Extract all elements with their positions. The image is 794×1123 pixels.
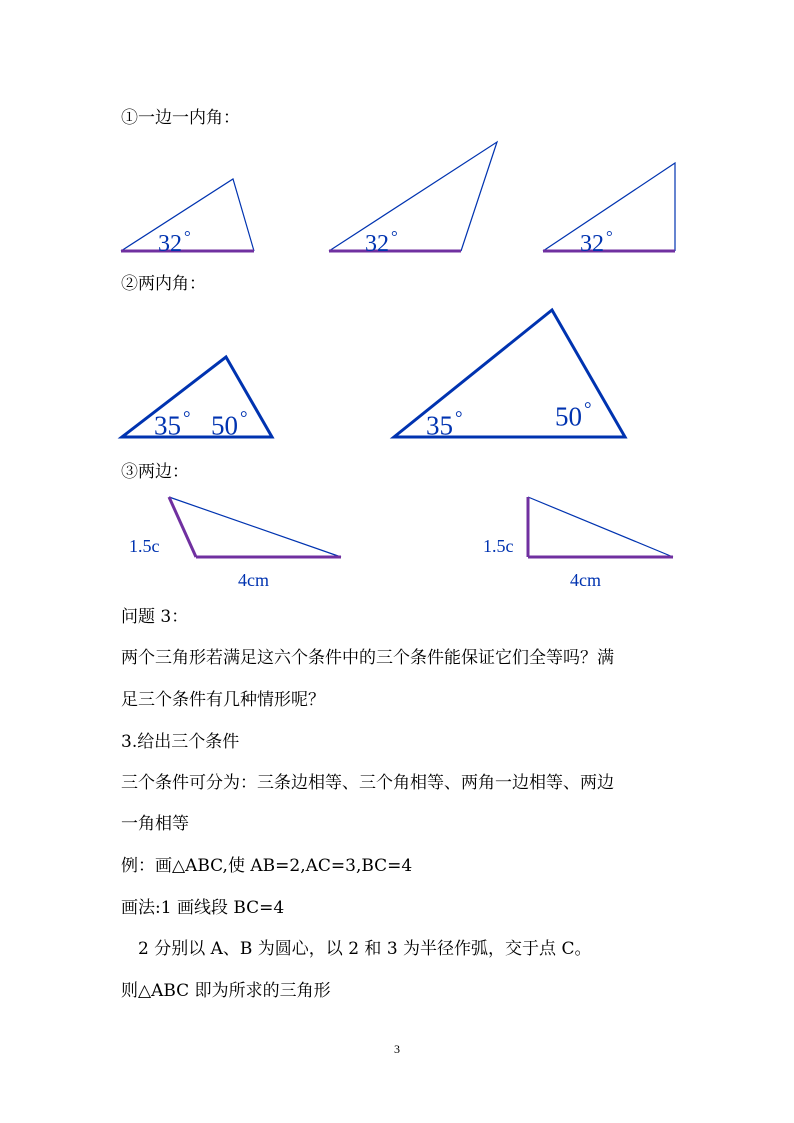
- angle-label-1c: 32 °: [580, 227, 613, 258]
- triangle-3b: [528, 497, 673, 557]
- angle-label-2b-right: 50 °: [555, 399, 592, 432]
- triangle-3a: [169, 497, 341, 557]
- heading-one-side-one-angle: ①一边一内角：: [121, 108, 240, 128]
- angle-label-1a: 32 °: [158, 227, 191, 258]
- heading-two-sides: ③两边：: [121, 462, 189, 482]
- angle-label-1b: 32 °: [365, 227, 398, 258]
- side-label-3a-long: 4cm: [238, 571, 269, 587]
- heading-two-angles: ②两内角：: [121, 274, 206, 294]
- page-number: 3: [394, 1042, 400, 1056]
- item3-title: 3.给出三个条件: [121, 732, 240, 752]
- question-title: 问题 3：: [121, 607, 189, 627]
- triangle-1b: [329, 142, 497, 251]
- angle-label-2b-left: 35 °: [426, 408, 463, 441]
- side-label-3b-long: 4cm: [570, 571, 601, 587]
- classification-line2: 一角相等: [121, 814, 189, 834]
- example-text: 例：画△ABC,使 AB=2,AC=3,BC=4: [121, 856, 413, 876]
- side-label-3a-short: 1.5c: [129, 537, 160, 554]
- question-text-line2: 足三个条件有几种情形呢？: [121, 690, 325, 710]
- angle-label-2a-right: 50 °: [211, 408, 248, 441]
- angle-label-2a-left: 35 °: [154, 408, 191, 441]
- question-text-line1: 两个三角形若满足这六个条件中的三个条件能保证它们全等吗？满: [121, 648, 614, 668]
- conclusion-text: 则△ABC 即为所求的三角形: [121, 981, 331, 1001]
- triangle-2a: [122, 357, 272, 441]
- method-step2: 2 分别以 A、B 为圆心，以 2 和 3 为半径作弧，交于点 C。: [138, 939, 592, 959]
- method-step1: 画法:1 画线段 BC=4: [121, 898, 285, 918]
- classification-line1: 三个条件可分为：三条边相等、三个角相等、两角一边相等、两边: [121, 773, 614, 793]
- side-label-3b-short: 1.5c: [483, 537, 514, 554]
